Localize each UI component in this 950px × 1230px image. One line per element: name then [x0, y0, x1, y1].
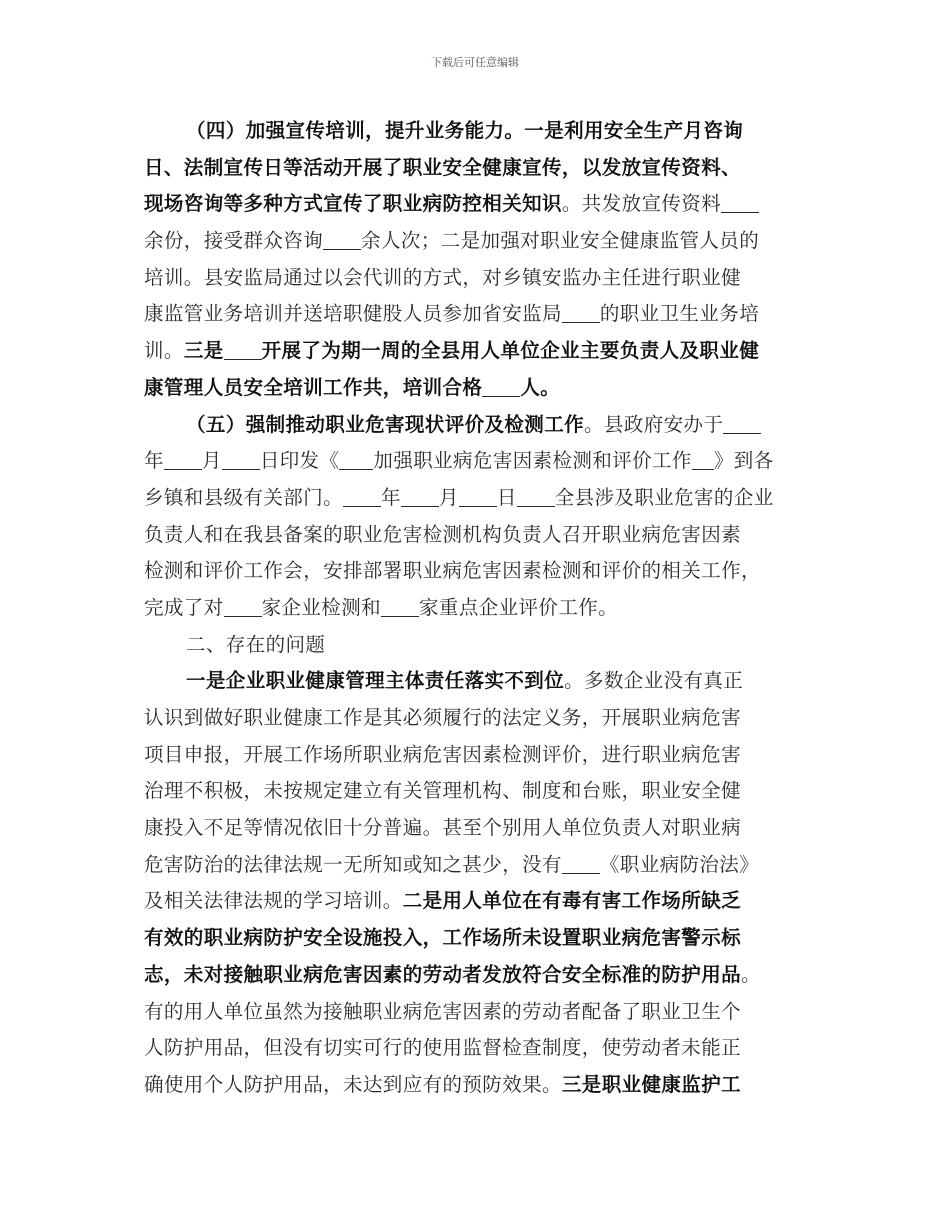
text-segment: 培训。县安监局通过以会代训的方式，对乡镇安监办主任进行职业健 — [144, 265, 742, 289]
text-segment: 康投入不足等情况依旧十分普遍。甚至个别用人单位负责人对职业病 — [144, 816, 742, 840]
text-line — [144, 847, 824, 884]
text-line — [144, 627, 824, 664]
fill-in-blank — [323, 231, 361, 250]
text-segment: 余份，接受群众咨询 — [144, 229, 324, 253]
bold-text-segment: （五）强制推动职业危害现状评价及检测工作 — [186, 412, 585, 436]
text-segment: 二、存在的问题 — [186, 632, 326, 656]
text-segment: 项目申报，开展工作场所职业病危害因素检测评价，进行职业病危害 — [144, 742, 742, 766]
text-line — [144, 113, 824, 150]
text-segment: 家重点企业评价工作。 — [419, 595, 619, 619]
bold-text-segment: 人。 — [520, 375, 561, 399]
fill-in-blank — [459, 488, 497, 507]
text-line — [144, 296, 824, 333]
text-line — [144, 590, 824, 627]
text-line — [144, 186, 824, 223]
text-segment: 康监管业务培训并送培职健股人员参加省安监局 — [144, 302, 562, 326]
fill-in-blank — [343, 488, 381, 507]
text-segment: 及相关法律法规的学习培训。 — [144, 889, 403, 913]
text-line — [144, 150, 824, 187]
bold-text-segment: 志，未对接触职业病危害因素的劳动者发放符合安全标准的防护用品 — [144, 962, 742, 986]
fill-in-blank — [562, 855, 600, 874]
text-segment: 日印发《 — [259, 449, 340, 473]
text-line — [144, 957, 824, 994]
fill-in-blank — [381, 598, 419, 617]
text-line — [144, 810, 824, 847]
text-segment: 日 — [496, 485, 517, 509]
text-segment: 人防护用品，但没有切实可行的使用监督检查制度，使劳动者未能正 — [144, 1036, 742, 1060]
text-line — [144, 517, 824, 554]
text-line — [144, 920, 824, 957]
text-segment: 家企业检测和 — [261, 595, 382, 619]
text-segment: 训。 — [144, 339, 184, 363]
fill-in-blank — [721, 194, 759, 213]
text-segment: 。共发放宣传资料 — [561, 192, 722, 216]
bold-text-segment: 日、法制宣传日等活动开展了职业安全健康宣传，以发放宣传资料、 — [144, 155, 742, 179]
text-segment: 的职业卫生业务培 — [599, 302, 760, 326]
bold-text-segment: 开展了为期一周的全县用人单位企业主要负责人及职业健 — [261, 339, 760, 363]
text-line — [144, 260, 824, 297]
text-segment: 余人次；二是加强对职业安全健康监管人员的 — [361, 229, 760, 253]
text-line — [144, 994, 824, 1031]
text-line — [144, 737, 824, 774]
text-segment: 乡镇和县级有关部门。 — [144, 485, 344, 509]
fill-in-blank — [222, 451, 260, 470]
bold-text-segment: （四）加强宣传培训，提升业务能力。一是利用安全生产月咨询 — [186, 119, 744, 142]
bold-text-segment: 三是职业健康监护工 — [561, 1072, 742, 1096]
text-line — [144, 700, 824, 737]
text-segment: 月 — [201, 449, 222, 473]
bold-text-segment: 二是用人单位在有毒有害工作场所缺乏 — [402, 889, 742, 913]
text-segment: 。县政府安办于 — [584, 412, 724, 436]
fill-in-blank — [482, 378, 520, 397]
text-segment: 《职业病防治法》 — [599, 852, 760, 876]
text-segment: 认识到做好职业健康工作是其必须履行的法定义务，开展职业病危害 — [144, 706, 742, 729]
bold-text-segment: 康管理人员安全培训工作共，培训合格 — [144, 375, 483, 399]
text-line — [144, 443, 824, 480]
text-line — [144, 223, 824, 260]
fill-in-blank — [224, 598, 262, 617]
bold-text-segment: 三是 — [183, 339, 224, 363]
text-line — [144, 773, 824, 810]
text-segment: 加强职业病危害因素检测和评价工作 — [373, 449, 692, 473]
text-segment: 有的用人单位虽然为接触职业病危害因素的劳动者配备了职业卫生个 — [144, 999, 742, 1023]
text-segment: 。 — [741, 962, 761, 986]
bold-text-segment: 有效的职业病防护安全设施投入，工作场所未设置职业病危害警示标 — [144, 926, 742, 950]
fill-in-blank — [339, 451, 373, 470]
fill-in-blank — [723, 415, 761, 434]
text-segment: 》到各 — [713, 449, 774, 473]
text-line — [144, 1067, 824, 1104]
text-line — [144, 663, 824, 700]
fill-in-blank — [517, 488, 555, 507]
text-segment: 检测和评价工作会，安排部署职业病危害因素检测和评价的相关工作， — [144, 559, 761, 583]
text-segment: 确使用个人防护用品，未达到应有的预防效果。 — [144, 1072, 562, 1096]
page-header: 下载后可任意编辑 — [431, 56, 519, 69]
document-body — [144, 113, 824, 1104]
text-segment: 。多数企业没有真正 — [564, 669, 744, 693]
text-line — [144, 407, 824, 444]
text-segment: 年 — [144, 449, 164, 473]
text-line — [144, 333, 824, 370]
text-line — [144, 370, 824, 407]
text-segment: 全县涉及职业危害的企业 — [554, 485, 774, 509]
text-segment: 完成了对 — [144, 595, 224, 619]
text-line — [144, 553, 824, 590]
fill-in-blank — [692, 451, 714, 470]
bold-text-segment: 现场咨询等多种方式宣传了职业病防控相关知识 — [144, 192, 562, 216]
fill-in-blank — [562, 304, 600, 323]
text-line — [144, 883, 824, 920]
text-segment: 危害防治的法律法规一无所知或知之甚少，没有 — [144, 852, 562, 876]
fill-in-blank — [164, 451, 202, 470]
fill-in-blank — [224, 341, 262, 360]
text-segment: 负责人和在我县备案的职业危害检测机构负责人召开职业病危害因素 — [144, 522, 742, 546]
fill-in-blank — [401, 488, 439, 507]
text-segment: 月 — [438, 485, 459, 509]
bold-text-segment: 一是企业职业健康管理主体责任落实不到位 — [186, 669, 565, 693]
text-segment: 治理不积极，未按规定建立有关管理机构、制度和台账，职业安全健 — [144, 779, 742, 803]
text-line — [144, 480, 824, 517]
text-segment: 年 — [381, 485, 401, 509]
text-line — [144, 1030, 824, 1067]
